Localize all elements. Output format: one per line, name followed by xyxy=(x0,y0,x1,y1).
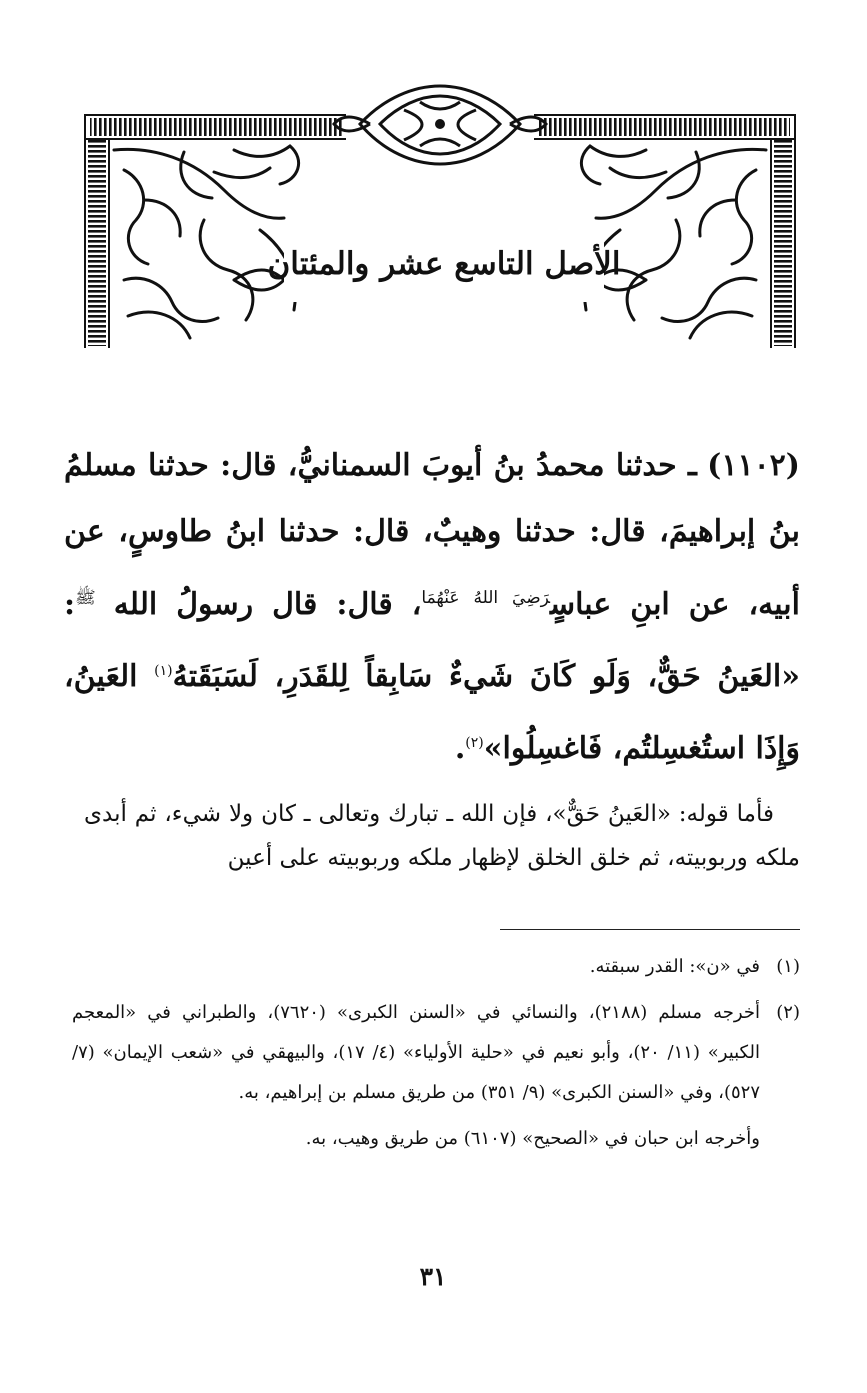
chapter-title: الأصل التاسع عشر والمئتان xyxy=(284,226,604,302)
footnote-text: أخرجه مسلم (٢١٨٨)، والنسائي في «السنن الكبرى» (٧٦٢٠)، والطبراني في «المعجم الكبير» (١١/ ٢٠)، وأبو نعيم في «حلية الأولياء» (٤/ ١٧)، والبيهقي في «شعب الإيمان» (٧/ ٥٢٧)، وفي «السنن الكبرى» (٩/ ٣٥١) من طريق مسلم بن إبراهيم، به. xyxy=(72,1002,760,1103)
page-number: ٣١ xyxy=(419,1262,447,1291)
hadith-ending: . xyxy=(454,731,466,766)
footnote-2-extra: وأخرجه ابن حبان في «الصحيح» (٦١٠٧) من طريق وهيب، به. xyxy=(305,1128,760,1149)
honorific-prophet: ﷺ xyxy=(75,588,96,608)
footnote-ref-2[interactable]: (٢) xyxy=(465,735,484,751)
hadith-number: (١١٠٢) xyxy=(707,448,800,483)
honorific-ibn-abbas: رَضِيَ اللهُ عَنْهُمَا xyxy=(421,588,551,608)
footnotes xyxy=(72,947,800,1159)
footnote-ref-1[interactable]: (١) xyxy=(154,663,173,679)
footnote-2 xyxy=(72,993,800,1113)
isnad-text: ـ حدثنا محمدُ بنُ أيوبَ السمنانيُّ، قال: حدثنا مسلمُ بنُ إبراهيمَ، قال: حدثنا وهيبٌ، قال: حدثنا ابنُ طاوسٍ، عن أبيه، عن ابنِ عباسٍ xyxy=(64,448,800,622)
chapter-header-ornament xyxy=(84,80,796,350)
footnote-text: في «ن»: القدر سبقته. xyxy=(589,956,760,977)
hadith-quote-part-1: : «العَينُ حَقٌّ، وَلَو كَانَ شَيءٌ سَابِقاً لِلقَدَرِ، لَسَبَقَتهُ xyxy=(64,587,800,694)
footnote-divider xyxy=(500,929,800,930)
footnote-number: (٢) xyxy=(776,1002,800,1023)
hadith-quote-part-2: العَينُ، وَإِذَا استُغسِلتُم، فَاغسِلُوا» xyxy=(64,659,800,766)
commentary-paragraph: فأما قوله: «العَينُ حَقٌّ»، فإن الله ـ تبارك وتعالى ـ كان ولا شيء، ثم أبدى ملكه وربوبيته، ثم خلق الخلق لإظهار ملكه وربوبيته على أعين xyxy=(84,801,800,871)
footnote-number: (١) xyxy=(776,956,800,977)
isnad-text-continued: ، قال: قال رسولُ الله xyxy=(113,587,422,622)
ornament-frame-icon xyxy=(84,80,796,350)
hadith-text xyxy=(64,433,800,782)
footnote-1 xyxy=(72,947,800,987)
